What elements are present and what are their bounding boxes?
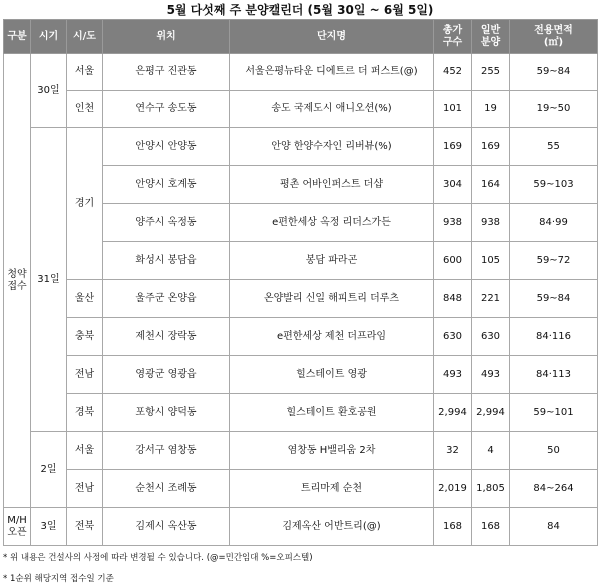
cell-complex: 서울은평뉴타운 디에트르 더 퍼스트(@): [230, 54, 434, 91]
schedule-table: [3, 19, 598, 546]
cell-total: 452: [434, 54, 472, 91]
cell-location: 안양시 호계동: [103, 166, 230, 204]
table-row: [4, 394, 598, 432]
cell-total: 168: [434, 508, 472, 546]
cell-area: 84·116: [510, 318, 598, 356]
cell-general: 4: [472, 432, 510, 470]
cell-region: 충북: [67, 318, 103, 356]
period-30: 30일: [31, 54, 67, 128]
cell-complex: 힐스테이트 영광: [230, 356, 434, 394]
group-subscription: 청약 접수: [4, 54, 31, 508]
cell-region: 경북: [67, 394, 103, 432]
cell-location: 순천시 조례동: [103, 470, 230, 508]
cell-general: 255: [472, 54, 510, 91]
cell-location: 영광군 영광읍: [103, 356, 230, 394]
cell-location: 은평구 진관동: [103, 54, 230, 91]
period-31: 31일: [31, 128, 67, 432]
cell-complex: 트리마제 순천: [230, 470, 434, 508]
table-row: [4, 280, 598, 318]
cell-general: 630: [472, 318, 510, 356]
cell-location: 화성시 봉담읍: [103, 242, 230, 280]
cell-region: 전남: [67, 356, 103, 394]
cell-location: 안양시 안양동: [103, 128, 230, 166]
cell-total: 600: [434, 242, 472, 280]
cell-region: 서울: [67, 432, 103, 470]
cell-region: 인천: [67, 91, 103, 128]
cell-total: 493: [434, 356, 472, 394]
header-area: 전용면적 (㎡): [510, 20, 598, 54]
header-region: 시/도: [67, 20, 103, 54]
table-row: [4, 470, 598, 508]
cell-location: 김제시 옥산동: [103, 508, 230, 546]
cell-area: 84·99: [510, 204, 598, 242]
cell-general: 169: [472, 128, 510, 166]
cell-location: 연수구 송도동: [103, 91, 230, 128]
cell-area: 59~72: [510, 242, 598, 280]
cell-area: 59~84: [510, 280, 598, 318]
cell-general: 168: [472, 508, 510, 546]
cell-location: 양주시 옥정동: [103, 204, 230, 242]
cell-complex: e편한세상 옥정 리더스가든: [230, 204, 434, 242]
table-row: [4, 508, 598, 546]
cell-complex: 봉담 파라곤: [230, 242, 434, 280]
cell-area: 55: [510, 128, 598, 166]
cell-region: 울산: [67, 280, 103, 318]
cell-location: 강서구 염창동: [103, 432, 230, 470]
cell-area: 59~84: [510, 54, 598, 91]
cell-area: 84·113: [510, 356, 598, 394]
cell-region: 전북: [67, 508, 103, 546]
table-row: [4, 91, 598, 128]
table-row: [4, 432, 598, 470]
footnote-change-notice: * 위 내용은 건설사의 사정에 따라 변경될 수 있습니다. (@=민간임대 %=오피스텔): [3, 553, 313, 563]
cell-general: 19: [472, 91, 510, 128]
cell-general: 2,994: [472, 394, 510, 432]
cell-complex: 안양 한양수자인 리버뷰(%): [230, 128, 434, 166]
header-complex: 단지명: [230, 20, 434, 54]
cell-total: 2,019: [434, 470, 472, 508]
cell-region: 경기: [67, 128, 103, 280]
cell-general: 164: [472, 166, 510, 204]
table-row: [4, 356, 598, 394]
cell-area: 19~50: [510, 91, 598, 128]
cell-complex: 평촌 어바인퍼스트 더샵: [230, 166, 434, 204]
cell-complex: 김제옥산 어반트리(@): [230, 508, 434, 546]
cell-total: 2,994: [434, 394, 472, 432]
cell-complex: 염창동 H밸리움 2차: [230, 432, 434, 470]
group-mh-open: M/H 오픈: [4, 508, 31, 546]
period-2: 2일: [31, 432, 67, 508]
header-location: 위치: [103, 20, 230, 54]
cell-general: 105: [472, 242, 510, 280]
cell-complex: 송도 국제도시 애니오션(%): [230, 91, 434, 128]
cell-area: 84: [510, 508, 598, 546]
header-general: 일반 분양: [472, 20, 510, 54]
cell-location: 울주군 온양읍: [103, 280, 230, 318]
cell-complex: 온양발리 신일 해피트리 더루츠: [230, 280, 434, 318]
header-time: 시기: [31, 20, 67, 54]
cell-complex: e편한세상 제천 더프라임: [230, 318, 434, 356]
cell-total: 101: [434, 91, 472, 128]
cell-region: 전남: [67, 470, 103, 508]
cell-total: 938: [434, 204, 472, 242]
cell-area: 50: [510, 432, 598, 470]
table-row: [4, 318, 598, 356]
cell-general: 493: [472, 356, 510, 394]
cell-total: 32: [434, 432, 472, 470]
cell-general: 221: [472, 280, 510, 318]
cell-total: 630: [434, 318, 472, 356]
period-3: 3일: [31, 508, 67, 546]
cell-general: 938: [472, 204, 510, 242]
table-row: [4, 54, 598, 91]
header-row: [4, 20, 598, 54]
cell-complex: 힐스테이트 환호공원: [230, 394, 434, 432]
cell-area: 59~101: [510, 394, 598, 432]
cell-total: 304: [434, 166, 472, 204]
cell-total: 848: [434, 280, 472, 318]
cell-region: 서울: [67, 54, 103, 91]
cell-total: 169: [434, 128, 472, 166]
cell-area: 59~103: [510, 166, 598, 204]
cell-location: 제천시 장락동: [103, 318, 230, 356]
footnote-date-basis: * 1순위 해당지역 접수일 기준: [3, 574, 114, 584]
cell-location: 포항시 양덕동: [103, 394, 230, 432]
cell-area: 84~264: [510, 470, 598, 508]
header-type: 구분: [4, 20, 31, 54]
page-title: 5월 다섯째 주 분양캘린더 (5월 30일 ~ 6월 5일): [166, 3, 434, 17]
header-total: 총가 구수: [434, 20, 472, 54]
cell-general: 1,805: [472, 470, 510, 508]
table-row: [4, 128, 598, 166]
